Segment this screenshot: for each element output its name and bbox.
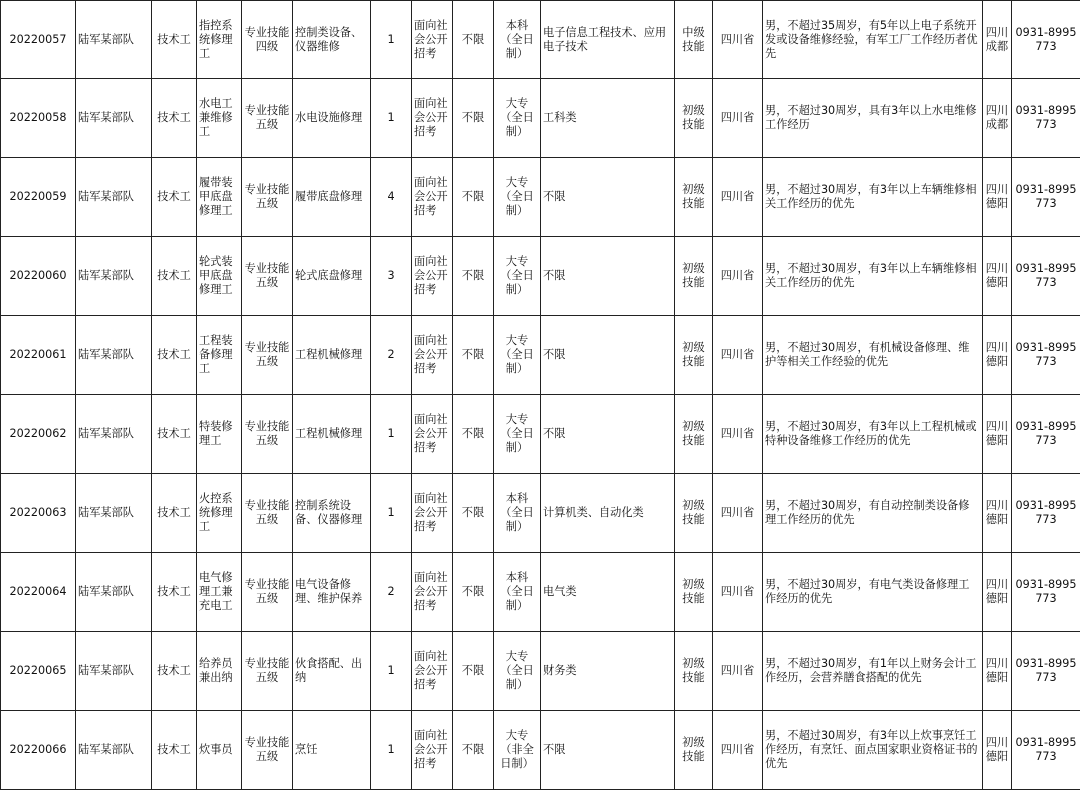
other-requirements-cell: 男，不超过30周岁，有电气类设备修理工作经历的优先 [763,553,983,632]
general-requirement-cell: 不限 [453,158,494,237]
table-row [1,316,1080,395]
headcount-cell: 2 [371,553,412,632]
skill-level-cell: 初级技能 [675,711,713,790]
work-location-cell: 四川成都 [983,1,1012,79]
recruitment-scope-cell: 面向社会公开招考 [412,237,453,316]
headcount-cell: 1 [371,474,412,553]
major-cell: 不限 [541,711,675,790]
headcount-cell: 1 [371,79,412,158]
table-row [1,79,1080,158]
position-name-cell: 给养员兼出纳 [197,632,242,711]
work-location-cell: 四川德阳 [983,395,1012,474]
major-cell: 电气类 [541,553,675,632]
province-cell: 四川省 [713,711,763,790]
position-code-cell: 20220062 [1,395,76,474]
job-category-cell: 技术工 [152,553,197,632]
education-cell: 大专（非全日制） [494,711,541,790]
job-description-cell: 工程机械修理 [293,395,371,474]
work-location-cell: 四川德阳 [983,632,1012,711]
general-requirement-cell: 不限 [453,395,494,474]
job-category-cell: 技术工 [152,474,197,553]
job-category-cell: 技术工 [152,237,197,316]
contact-phone-cell: 0931-8995773 [1012,237,1080,316]
work-location-cell: 四川德阳 [983,553,1012,632]
position-name-cell: 炊事员 [197,711,242,790]
other-requirements-cell: 男，不超过30周岁，具有3年以上水电维修工作经历 [763,79,983,158]
other-requirements-cell: 男，不超过30周岁，有3年以上车辆维修相关工作经历的优先 [763,158,983,237]
major-cell: 不限 [541,158,675,237]
major-cell: 工科类 [541,79,675,158]
contact-phone-cell: 0931-8995773 [1012,79,1080,158]
job-category-cell: 技术工 [152,1,197,79]
recruitment-scope-cell: 面向社会公开招考 [412,632,453,711]
employer-unit-cell: 陆军某部队 [76,316,152,395]
position-code-cell: 20220058 [1,79,76,158]
major-cell: 计算机类、自动化类 [541,474,675,553]
contact-phone-cell: 0931-8995773 [1012,711,1080,790]
major-cell: 不限 [541,395,675,474]
table-row [1,158,1080,237]
table-row [1,395,1080,474]
province-cell: 四川省 [713,158,763,237]
employer-unit-cell: 陆军某部队 [76,553,152,632]
job-category-cell: 技术工 [152,395,197,474]
employer-unit-cell: 陆军某部队 [76,711,152,790]
position-code-cell: 20220057 [1,1,76,79]
position-name-cell: 水电工兼维修工 [197,79,242,158]
general-requirement-cell: 不限 [453,237,494,316]
other-requirements-cell: 男，不超过30周岁，有自动控制类设备修理工作经历的优先 [763,474,983,553]
skill-level-cell: 初级技能 [675,79,713,158]
other-requirements-cell: 男，不超过30周岁，有3年以上车辆维修相关工作经历的优先 [763,237,983,316]
other-requirements-cell: 男，不超过30周岁，有3年以上工程机械或特种设备维修工作经历的优先 [763,395,983,474]
employer-unit-cell: 陆军某部队 [76,395,152,474]
contact-phone-cell: 0931-8995773 [1012,553,1080,632]
recruitment-scope-cell: 面向社会公开招考 [412,395,453,474]
position-code-cell: 20220060 [1,237,76,316]
work-location-cell: 四川成都 [983,79,1012,158]
position-name-cell: 工程装备修理工 [197,316,242,395]
contact-phone-cell: 0931-8995773 [1012,474,1080,553]
employer-unit-cell: 陆军某部队 [76,158,152,237]
recruitment-scope-cell: 面向社会公开招考 [412,1,453,79]
work-location-cell: 四川德阳 [983,316,1012,395]
position-name-cell: 履带装甲底盘修理工 [197,158,242,237]
major-cell: 不限 [541,237,675,316]
headcount-cell: 1 [371,632,412,711]
major-cell: 不限 [541,316,675,395]
headcount-cell: 4 [371,158,412,237]
work-location-cell: 四川德阳 [983,711,1012,790]
general-requirement-cell: 不限 [453,316,494,395]
education-cell: 大专（全日制） [494,237,541,316]
employer-unit-cell: 陆军某部队 [76,79,152,158]
education-cell: 本科（全日制） [494,474,541,553]
post-level-cell: 专业技能五级 [242,316,293,395]
post-level-cell: 专业技能五级 [242,553,293,632]
position-name-cell: 电气修理工兼充电工 [197,553,242,632]
contact-phone-cell: 0931-8995773 [1012,632,1080,711]
recruitment-scope-cell: 面向社会公开招考 [412,158,453,237]
headcount-cell: 1 [371,711,412,790]
headcount-cell: 3 [371,237,412,316]
position-code-cell: 20220059 [1,158,76,237]
major-cell: 财务类 [541,632,675,711]
post-level-cell: 专业技能五级 [242,158,293,237]
job-description-cell: 电气设备修理、维护保养 [293,553,371,632]
post-level-cell: 专业技能五级 [242,474,293,553]
education-cell: 本科（全日制） [494,1,541,79]
province-cell: 四川省 [713,632,763,711]
job-description-cell: 控制系统设备、仪器修理 [293,474,371,553]
employer-unit-cell: 陆军某部队 [76,474,152,553]
job-category-cell: 技术工 [152,711,197,790]
headcount-cell: 1 [371,395,412,474]
recruitment-scope-cell: 面向社会公开招考 [412,553,453,632]
post-level-cell: 专业技能四级 [242,1,293,79]
table-row [1,1,1080,79]
skill-level-cell: 初级技能 [675,158,713,237]
table-row [1,237,1080,316]
general-requirement-cell: 不限 [453,553,494,632]
education-cell: 大专（全日制） [494,158,541,237]
skill-level-cell: 初级技能 [675,316,713,395]
province-cell: 四川省 [713,237,763,316]
general-requirement-cell: 不限 [453,474,494,553]
post-level-cell: 专业技能五级 [242,395,293,474]
headcount-cell: 1 [371,1,412,79]
skill-level-cell: 中级技能 [675,1,713,79]
province-cell: 四川省 [713,316,763,395]
employer-unit-cell: 陆军某部队 [76,1,152,79]
job-description-cell: 烹饪 [293,711,371,790]
table-row [1,474,1080,553]
recruitment-scope-cell: 面向社会公开招考 [412,316,453,395]
employer-unit-cell: 陆军某部队 [76,237,152,316]
education-cell: 本科（全日制） [494,553,541,632]
table-row [1,632,1080,711]
table-row [1,711,1080,790]
work-location-cell: 四川德阳 [983,158,1012,237]
education-cell: 大专（全日制） [494,316,541,395]
skill-level-cell: 初级技能 [675,632,713,711]
skill-level-cell: 初级技能 [675,395,713,474]
job-description-cell: 轮式底盘修理 [293,237,371,316]
position-name-cell: 火控系统修理工 [197,474,242,553]
general-requirement-cell: 不限 [453,711,494,790]
post-level-cell: 专业技能五级 [242,632,293,711]
post-level-cell: 专业技能五级 [242,237,293,316]
work-location-cell: 四川德阳 [983,237,1012,316]
post-level-cell: 专业技能五级 [242,711,293,790]
post-level-cell: 专业技能五级 [242,79,293,158]
job-category-cell: 技术工 [152,79,197,158]
position-code-cell: 20220061 [1,316,76,395]
table-row [1,553,1080,632]
position-name-cell: 指控系统修理工 [197,1,242,79]
job-category-cell: 技术工 [152,316,197,395]
recruitment-scope-cell: 面向社会公开招考 [412,79,453,158]
job-description-cell: 工程机械修理 [293,316,371,395]
position-name-cell: 特装修理工 [197,395,242,474]
general-requirement-cell: 不限 [453,1,494,79]
province-cell: 四川省 [713,474,763,553]
province-cell: 四川省 [713,79,763,158]
employer-unit-cell: 陆军某部队 [76,632,152,711]
work-location-cell: 四川德阳 [983,474,1012,553]
job-description-cell: 伙食搭配、出纳 [293,632,371,711]
other-requirements-cell: 男，不超过30周岁，有3年以上炊事烹饪工作经历，有烹饪、面点国家职业资格证书的优先 [763,711,983,790]
province-cell: 四川省 [713,395,763,474]
other-requirements-cell: 男，不超过35周岁，有5年以上电子系统开发或设备维修经验，有军工厂工作经历者优先 [763,1,983,79]
job-category-cell: 技术工 [152,632,197,711]
position-name-cell: 轮式装甲底盘修理工 [197,237,242,316]
position-code-cell: 20220063 [1,474,76,553]
major-cell: 电子信息工程技术、应用电子技术 [541,1,675,79]
skill-level-cell: 初级技能 [675,553,713,632]
contact-phone-cell: 0931-8995773 [1012,316,1080,395]
position-code-cell: 20220065 [1,632,76,711]
job-category-cell: 技术工 [152,158,197,237]
contact-phone-cell: 0931-8995773 [1012,158,1080,237]
other-requirements-cell: 男，不超过30周岁，有1年以上财务会计工作经历，会营养膳食搭配的优先 [763,632,983,711]
province-cell: 四川省 [713,1,763,79]
recruitment-scope-cell: 面向社会公开招考 [412,474,453,553]
skill-level-cell: 初级技能 [675,474,713,553]
education-cell: 大专（全日制） [494,395,541,474]
position-code-cell: 20220064 [1,553,76,632]
general-requirement-cell: 不限 [453,79,494,158]
headcount-cell: 2 [371,316,412,395]
other-requirements-cell: 男，不超过30周岁，有机械设备修理、维护等相关工作经验的优先 [763,316,983,395]
position-code-cell: 20220066 [1,711,76,790]
contact-phone-cell: 0931-8995773 [1012,395,1080,474]
skill-level-cell: 初级技能 [675,237,713,316]
general-requirement-cell: 不限 [453,632,494,711]
job-description-cell: 水电设施修理 [293,79,371,158]
job-description-cell: 控制类设备、仪器维修 [293,1,371,79]
education-cell: 大专（全日制） [494,632,541,711]
job-description-cell: 履带底盘修理 [293,158,371,237]
province-cell: 四川省 [713,553,763,632]
recruitment-scope-cell: 面向社会公开招考 [412,711,453,790]
contact-phone-cell: 0931-8995773 [1012,1,1080,79]
education-cell: 大专（全日制） [494,79,541,158]
